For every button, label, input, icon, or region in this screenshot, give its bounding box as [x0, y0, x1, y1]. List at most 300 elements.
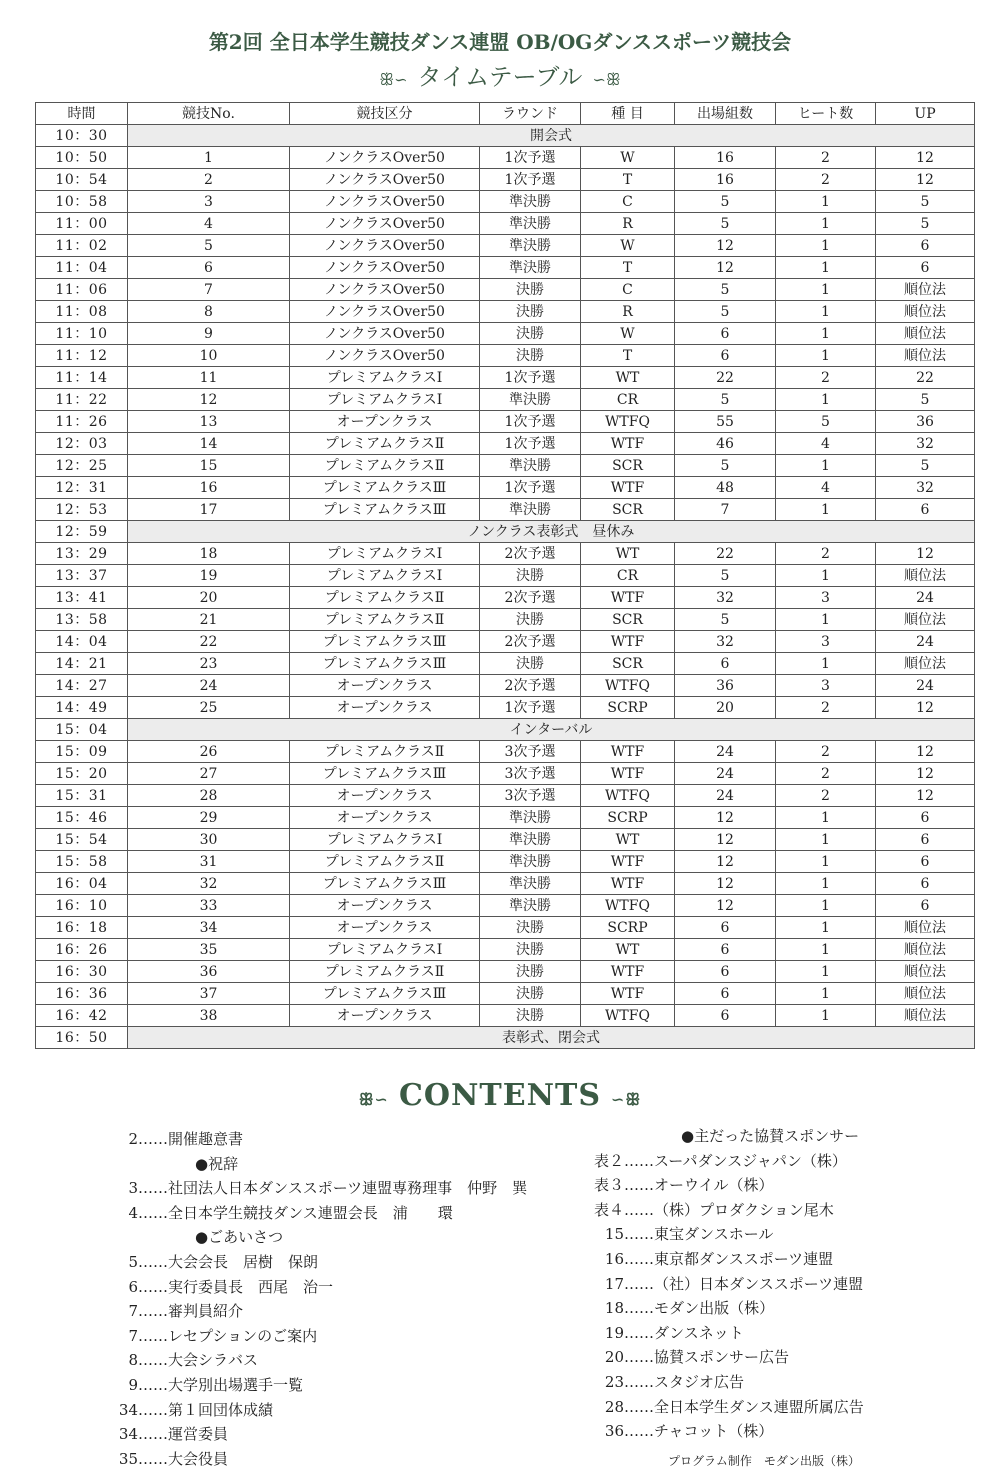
competition-no-cell: 13: [128, 411, 290, 433]
dance-cell: W: [581, 147, 675, 169]
time-cell: 11：06: [36, 279, 128, 301]
contents-leader: ……: [624, 1299, 654, 1318]
up-cell: 6: [876, 499, 975, 521]
heats-cell: 2: [776, 147, 876, 169]
time-cell: 11：10: [36, 323, 128, 345]
dance-cell: WTFQ: [581, 675, 675, 697]
contents-page-number: 34: [118, 1400, 138, 1419]
up-cell: 順位法: [876, 323, 975, 345]
heats-cell: 1: [776, 895, 876, 917]
round-cell: 準決勝: [480, 455, 581, 477]
time-cell: 15：58: [36, 851, 128, 873]
time-cell: 11：08: [36, 301, 128, 323]
contents-item: [588, 1247, 864, 1272]
timetable-row: [36, 807, 975, 829]
couples-cell: 22: [675, 543, 776, 565]
heats-cell: 1: [776, 213, 876, 235]
round-cell: 1次予選: [480, 697, 581, 719]
round-cell: 2次予選: [480, 587, 581, 609]
up-cell: 5: [876, 191, 975, 213]
contents-item: [118, 1299, 527, 1324]
category-cell: プレミアムクラスⅡ: [290, 851, 480, 873]
category-cell: オープンクラス: [290, 697, 480, 719]
couples-cell: 24: [675, 741, 776, 763]
timetable-row: [36, 543, 975, 565]
timetable-row: [36, 961, 975, 983]
timetable-row: [36, 609, 975, 631]
contents-entry-text: 開催趣意書: [168, 1130, 244, 1148]
couples-cell: 24: [675, 785, 776, 807]
contents-entry-text: 大会役員: [168, 1449, 229, 1468]
timetable-row: [36, 301, 975, 323]
production-credit: プログラム制作 モダン出版（株）: [668, 1454, 861, 1468]
contents-leader: ……: [138, 1326, 168, 1345]
contents-leader: ……: [624, 1348, 654, 1367]
couples-cell: 5: [675, 191, 776, 213]
up-cell: 12: [876, 763, 975, 785]
contents-page-number: 23: [604, 1372, 624, 1391]
contents-page-number: 3: [128, 1179, 138, 1198]
couples-cell: 5: [675, 213, 776, 235]
dance-cell: CR: [581, 565, 675, 587]
contents-item: [118, 1422, 527, 1447]
contents-page-number: 4: [128, 1203, 138, 1222]
up-cell: 12: [876, 741, 975, 763]
round-cell: 3次予選: [480, 763, 581, 785]
contents-entry-text: 運営委員: [168, 1425, 229, 1444]
contents-item: [118, 1275, 527, 1300]
category-cell: オープンクラス: [290, 411, 480, 433]
competition-no-cell: 38: [128, 1005, 290, 1027]
contents-entry-text: 大会シラバス: [168, 1351, 259, 1370]
contents-item: [118, 1152, 527, 1177]
time-cell: 10：54: [36, 169, 128, 191]
contents-item: [588, 1321, 864, 1346]
category-cell: プレミアムクラスⅠ: [290, 543, 480, 565]
column-header: ラウンド: [480, 103, 581, 125]
time-cell: 15：46: [36, 807, 128, 829]
category-cell: プレミアムクラスⅢ: [290, 631, 480, 653]
competition-no-cell: 11: [128, 367, 290, 389]
dance-cell: SCR: [581, 499, 675, 521]
time-cell: 12：25: [36, 455, 128, 477]
category-cell: プレミアムクラスⅡ: [290, 455, 480, 477]
contents-entry-text: （社）日本ダンススポーツ連盟: [654, 1274, 864, 1293]
heats-cell: 1: [776, 345, 876, 367]
time-cell: 12：59: [36, 521, 128, 543]
couples-cell: 5: [675, 279, 776, 301]
couples-cell: 48: [675, 477, 776, 499]
up-cell: 12: [876, 543, 975, 565]
round-cell: 決勝: [480, 323, 581, 345]
contents-entry-text: 全日本学生競技ダンス連盟会長 浦 環: [168, 1203, 453, 1222]
contents-page-number: 7: [128, 1302, 138, 1321]
couples-cell: 5: [675, 389, 776, 411]
contents-item: [588, 1296, 864, 1321]
time-cell: 14：27: [36, 675, 128, 697]
dance-cell: CR: [581, 389, 675, 411]
timetable: [35, 102, 975, 1049]
round-cell: 2次予選: [480, 543, 581, 565]
couples-cell: 5: [675, 565, 776, 587]
category-cell: プレミアムクラスⅡ: [290, 961, 480, 983]
couples-cell: 6: [675, 323, 776, 345]
timetable-row: [36, 499, 975, 521]
dance-cell: R: [581, 213, 675, 235]
competition-no-cell: 35: [128, 939, 290, 961]
dance-cell: WT: [581, 543, 675, 565]
competition-no-cell: 4: [128, 213, 290, 235]
contents-entry-text: 審判員紹介: [168, 1302, 244, 1321]
couples-cell: 16: [675, 169, 776, 191]
round-cell: 1次予選: [480, 147, 581, 169]
competition-no-cell: 32: [128, 873, 290, 895]
dance-cell: WT: [581, 829, 675, 851]
contents-entry-text: 社団法人日本ダンススポーツ連盟専務理事 仲野 巽: [168, 1179, 528, 1198]
contents-leader: ……: [624, 1274, 654, 1293]
competition-no-cell: 1: [128, 147, 290, 169]
dance-cell: T: [581, 345, 675, 367]
time-cell: 16：42: [36, 1005, 128, 1027]
heats-cell: 1: [776, 235, 876, 257]
round-cell: 準決勝: [480, 257, 581, 279]
up-cell: 24: [876, 631, 975, 653]
dance-cell: WTFQ: [581, 895, 675, 917]
time-cell: 15：04: [36, 719, 128, 741]
round-cell: 決勝: [480, 983, 581, 1005]
couples-cell: 16: [675, 147, 776, 169]
timetable-row: [36, 587, 975, 609]
up-cell: 24: [876, 587, 975, 609]
dance-cell: WTF: [581, 961, 675, 983]
timetable-row: [36, 257, 975, 279]
competition-no-cell: 23: [128, 653, 290, 675]
contents-page-number: 34: [118, 1425, 138, 1444]
contents-item: [118, 1348, 527, 1373]
round-cell: 1次予選: [480, 477, 581, 499]
ornament-right-icon: ∽ꕥ: [592, 70, 621, 89]
category-cell: オープンクラス: [290, 1005, 480, 1027]
round-cell: 準決勝: [480, 851, 581, 873]
time-cell: 14：49: [36, 697, 128, 719]
couples-cell: 6: [675, 939, 776, 961]
couples-cell: 12: [675, 873, 776, 895]
competition-no-cell: 3: [128, 191, 290, 213]
competition-no-cell: 27: [128, 763, 290, 785]
round-cell: 準決勝: [480, 213, 581, 235]
heats-cell: 2: [776, 785, 876, 807]
couples-cell: 12: [675, 235, 776, 257]
contents-leader: ……: [138, 1375, 168, 1394]
dance-cell: WTF: [581, 983, 675, 1005]
round-cell: 2次予選: [480, 675, 581, 697]
contents-item: [588, 1173, 864, 1198]
category-cell: オープンクラス: [290, 917, 480, 939]
up-cell: 5: [876, 455, 975, 477]
couples-cell: 55: [675, 411, 776, 433]
heats-cell: 1: [776, 565, 876, 587]
category-cell: プレミアムクラスⅢ: [290, 499, 480, 521]
contents-item: [118, 1201, 527, 1226]
up-cell: 順位法: [876, 961, 975, 983]
column-header: 種 目: [581, 103, 675, 125]
category-cell: プレミアムクラスⅢ: [290, 763, 480, 785]
couples-cell: 32: [675, 587, 776, 609]
timetable-row: [36, 895, 975, 917]
heats-cell: 1: [776, 653, 876, 675]
up-cell: 32: [876, 433, 975, 455]
time-cell: 15：09: [36, 741, 128, 763]
heats-cell: 1: [776, 807, 876, 829]
contents-leader: ……: [138, 1277, 168, 1296]
contents-leader: ……: [624, 1200, 654, 1219]
couples-cell: 32: [675, 631, 776, 653]
timetable-row: [36, 785, 975, 807]
competition-no-cell: 36: [128, 961, 290, 983]
column-header: 出場組数: [675, 103, 776, 125]
heats-cell: 1: [776, 939, 876, 961]
competition-no-cell: 7: [128, 279, 290, 301]
competition-no-cell: 20: [128, 587, 290, 609]
column-header: 時間: [36, 103, 128, 125]
category-cell: プレミアムクラスⅡ: [290, 587, 480, 609]
contents-page-number: 7: [128, 1326, 138, 1345]
heats-cell: 3: [776, 675, 876, 697]
competition-no-cell: 31: [128, 851, 290, 873]
heats-cell: 2: [776, 697, 876, 719]
timetable-row: [36, 191, 975, 213]
dance-cell: R: [581, 301, 675, 323]
category-cell: ノンクラスOver50: [290, 191, 480, 213]
dance-cell: SCR: [581, 455, 675, 477]
couples-cell: 5: [675, 301, 776, 323]
category-cell: オープンクラス: [290, 675, 480, 697]
contents-item: [118, 1447, 527, 1472]
dance-cell: C: [581, 279, 675, 301]
competition-no-cell: 14: [128, 433, 290, 455]
timetable-heading: [0, 57, 1000, 92]
heats-cell: 1: [776, 389, 876, 411]
contents-item: [118, 1373, 527, 1398]
competition-no-cell: 2: [128, 169, 290, 191]
contents-leader: ……: [138, 1425, 168, 1444]
contents-item: [588, 1124, 864, 1149]
timetable-row: [36, 741, 975, 763]
heats-cell: 1: [776, 455, 876, 477]
contents-leader: ……: [138, 1351, 168, 1370]
event-cell: インターバル: [128, 719, 975, 741]
up-cell: 順位法: [876, 917, 975, 939]
timetable-row: [36, 147, 975, 169]
contents-entry-text: 第１回団体成績: [168, 1400, 274, 1419]
category-cell: ノンクラスOver50: [290, 323, 480, 345]
round-cell: 決勝: [480, 939, 581, 961]
up-cell: 順位法: [876, 983, 975, 1005]
contents-heading: [0, 1078, 1000, 1113]
couples-cell: 46: [675, 433, 776, 455]
round-cell: 決勝: [480, 279, 581, 301]
heats-cell: 1: [776, 873, 876, 895]
couples-cell: 36: [675, 675, 776, 697]
couples-cell: 12: [675, 895, 776, 917]
contents-entry-text: チャコット（株）: [654, 1422, 774, 1441]
heats-cell: 4: [776, 433, 876, 455]
couples-cell: 5: [675, 455, 776, 477]
round-cell: 決勝: [480, 1005, 581, 1027]
event-cell: 開会式: [128, 125, 975, 147]
contents-leader: ……: [624, 1225, 654, 1244]
time-cell: 15：31: [36, 785, 128, 807]
dance-cell: SCRP: [581, 807, 675, 829]
competition-no-cell: 28: [128, 785, 290, 807]
couples-cell: 6: [675, 983, 776, 1005]
time-cell: 16：18: [36, 917, 128, 939]
timetable-row: [36, 565, 975, 587]
column-header: UP: [876, 103, 975, 125]
up-cell: 6: [876, 235, 975, 257]
competition-no-cell: 8: [128, 301, 290, 323]
timetable-row: [36, 345, 975, 367]
contents-entry-text: 協賛スポンサー広告: [654, 1348, 790, 1367]
category-cell: ノンクラスOver50: [290, 169, 480, 191]
category-cell: プレミアムクラスⅡ: [290, 609, 480, 631]
contents-item: [588, 1395, 864, 1420]
category-cell: プレミアムクラスⅢ: [290, 653, 480, 675]
round-cell: 決勝: [480, 301, 581, 323]
timetable-row: [36, 829, 975, 851]
heats-cell: 1: [776, 499, 876, 521]
heats-cell: 1: [776, 279, 876, 301]
round-cell: 2次予選: [480, 631, 581, 653]
heats-cell: 2: [776, 763, 876, 785]
contents-page-number: 17: [604, 1274, 624, 1293]
heats-cell: 1: [776, 829, 876, 851]
time-cell: 12：31: [36, 477, 128, 499]
dance-cell: W: [581, 323, 675, 345]
contents-leader: ……: [138, 1130, 168, 1148]
round-cell: 準決勝: [480, 235, 581, 257]
time-cell: 11：00: [36, 213, 128, 235]
up-cell: 5: [876, 389, 975, 411]
round-cell: 準決勝: [480, 389, 581, 411]
time-cell: 11：14: [36, 367, 128, 389]
couples-cell: 6: [675, 961, 776, 983]
contents-leader: ……: [138, 1449, 168, 1468]
timetable-event-row: [36, 1027, 975, 1049]
contents-leader: ……: [138, 1203, 168, 1222]
contents-leader: ……: [624, 1151, 654, 1170]
contents-entry-text: （株）プロダクション尾木: [654, 1200, 834, 1219]
contents-entry-text: ●主だった協賛スポンサー: [681, 1127, 860, 1145]
time-cell: 16：30: [36, 961, 128, 983]
category-cell: オープンクラス: [290, 895, 480, 917]
dance-cell: C: [581, 191, 675, 213]
up-cell: 12: [876, 169, 975, 191]
dance-cell: WTF: [581, 587, 675, 609]
contents-item: [588, 1419, 864, 1444]
competition-no-cell: 21: [128, 609, 290, 631]
contents-item: [118, 1324, 527, 1349]
contents-page-number: 20: [604, 1348, 624, 1367]
contents-leader: ……: [624, 1176, 654, 1195]
up-cell: 22: [876, 367, 975, 389]
contents-page-number: 28: [604, 1397, 624, 1416]
round-cell: 1次予選: [480, 433, 581, 455]
timetable-row: [36, 169, 975, 191]
heats-cell: 1: [776, 983, 876, 1005]
up-cell: 24: [876, 675, 975, 697]
heats-cell: 2: [776, 169, 876, 191]
contents-item: [588, 1345, 864, 1370]
category-cell: ノンクラスOver50: [290, 301, 480, 323]
category-cell: プレミアムクラスⅡ: [290, 741, 480, 763]
heats-cell: 4: [776, 477, 876, 499]
couples-cell: 6: [675, 653, 776, 675]
contents-page-number: 15: [604, 1225, 624, 1244]
timetable-row: [36, 851, 975, 873]
up-cell: 6: [876, 807, 975, 829]
up-cell: 5: [876, 213, 975, 235]
timetable-row: [36, 873, 975, 895]
competition-no-cell: 33: [128, 895, 290, 917]
dance-cell: WTFQ: [581, 411, 675, 433]
contents-entry-text: 東京都ダンススポーツ連盟: [654, 1249, 834, 1268]
time-cell: 16：36: [36, 983, 128, 1005]
timetable-row: [36, 477, 975, 499]
heats-cell: 5: [776, 411, 876, 433]
timetable-row: [36, 917, 975, 939]
competition-no-cell: 37: [128, 983, 290, 1005]
up-cell: 順位法: [876, 301, 975, 323]
contents-title: CONTENTS: [398, 1078, 602, 1113]
contents-leader: ……: [138, 1302, 168, 1321]
round-cell: 決勝: [480, 345, 581, 367]
time-cell: 11：12: [36, 345, 128, 367]
heats-cell: 1: [776, 323, 876, 345]
round-cell: 1次予選: [480, 169, 581, 191]
contents-page-number: 表３: [593, 1176, 624, 1195]
time-cell: 13：37: [36, 565, 128, 587]
competition-no-cell: 9: [128, 323, 290, 345]
contents-page-number: 18: [604, 1299, 624, 1318]
contents-page-number: 6: [128, 1277, 138, 1296]
round-cell: 準決勝: [480, 499, 581, 521]
dance-cell: WTF: [581, 763, 675, 785]
round-cell: 決勝: [480, 917, 581, 939]
contents-item: [588, 1272, 864, 1297]
timetable-event-row: [36, 521, 975, 543]
time-cell: 16：50: [36, 1027, 128, 1049]
contents-page-number: 36: [604, 1422, 624, 1441]
dance-cell: WTFQ: [581, 785, 675, 807]
contents-page-number: 表２: [593, 1151, 624, 1170]
timetable-row: [36, 939, 975, 961]
time-cell: 13：29: [36, 543, 128, 565]
timetable-row: [36, 235, 975, 257]
round-cell: 準決勝: [480, 873, 581, 895]
competition-no-cell: 34: [128, 917, 290, 939]
time-cell: 14：04: [36, 631, 128, 653]
timetable-row: [36, 983, 975, 1005]
dance-cell: T: [581, 169, 675, 191]
couples-cell: 12: [675, 807, 776, 829]
column-header: 競技No.: [128, 103, 290, 125]
dance-cell: WTF: [581, 631, 675, 653]
heats-cell: 1: [776, 917, 876, 939]
heats-cell: 1: [776, 961, 876, 983]
timetable-event-row: [36, 125, 975, 147]
dance-cell: SCR: [581, 653, 675, 675]
